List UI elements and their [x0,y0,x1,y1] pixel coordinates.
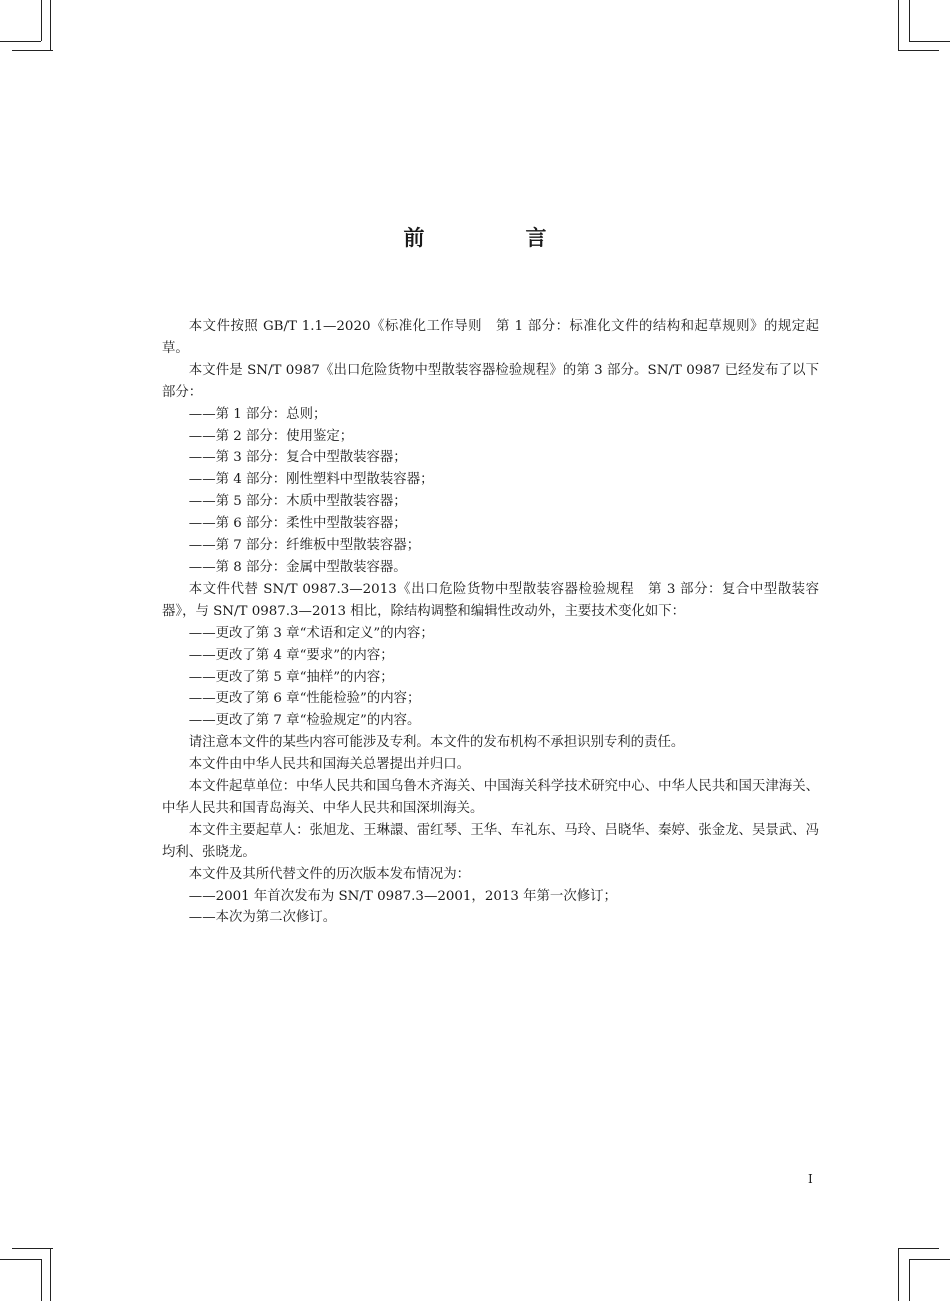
crop-mark-bottom-left-v2 [50,1248,51,1301]
list-item-part: ——第 5 部分：木质中型散装容器； [188,494,407,510]
crop-mark-top-left-h [0,41,41,42]
list-item-part: ——第 1 部分：总则； [188,406,327,422]
list-item-part: ——第 8 部分：金属中型散装容器。 [188,559,407,575]
list-item-change: ——更改了第 4 章“要求”的内容； [188,647,394,663]
list-item-part: ——第 2 部分：使用鉴定； [188,428,354,444]
list-item-change: ——更改了第 5 章“抽样”的内容； [188,669,394,685]
crop-mark-bottom-right-h [909,1259,950,1260]
paragraph-proposer: 本文件由中华人民共和国海关总署提出并归口。 [188,757,470,773]
crop-mark-top-left-v [41,0,42,41]
crop-mark-top-right-v [909,0,910,41]
foreword-body [162,316,819,929]
list-item-change: ——更改了第 3 章“术语和定义”的内容； [188,625,434,641]
crop-mark-bottom-right-v2 [898,1248,899,1301]
paragraph-replacement: 本文件代替 SN/T 0987.3—2013《出口危险货物中型散装容器检验规程 第 3 部分：复合中型散装容器》，与 SN/T 0987.3—2013 相比，除结构调整和编辑性改动外，主要技术变化如下： [162,581,819,619]
crop-mark-top-right-h2 [898,50,939,51]
paragraph-patent-notice: 请注意本文件的某些内容可能涉及专利。本文件的发布机构不承担识别专利的责任。 [188,735,685,751]
list-item-history: ——2001 年首次发布为 SN/T 0987.3—2001，2013 年第一次修订； [188,888,617,904]
crop-mark-top-right-v2 [898,0,899,51]
crop-mark-bottom-left-v [41,1259,42,1301]
page-number: I [808,1172,813,1186]
crop-mark-bottom-right-h2 [898,1248,939,1249]
crop-mark-bottom-left-h2 [12,1248,53,1249]
list-item-part: ——第 3 部分：复合中型散装容器； [188,450,407,466]
list-item-part: ——第 4 部分：刚性塑料中型散装容器； [188,472,434,488]
paragraph-series-parts: 本文件是 SN/T 0987《出口危险货物中型散装容器检验规程》的第 3 部分。SN/T 0987 已经发布了以下部分： [162,362,819,400]
crop-mark-bottom-left-h [0,1259,41,1260]
crop-mark-bottom-right-v [909,1259,910,1301]
list-item-change: ——更改了第 7 章“检验规定”的内容。 [188,713,421,729]
paragraph-history-intro: 本文件及其所代替文件的历次版本发布情况为： [188,866,470,882]
crop-mark-top-left-v2 [50,0,51,51]
list-item-part: ——第 6 部分：柔性中型散装容器； [188,516,407,532]
paragraph-drafting-units: 本文件起草单位：中华人民共和国乌鲁木齐海关、中国海关科学技术研究中心、中华人民共和国天津海关、中华人民共和国青岛海关、中华人民共和国深圳海关。 [162,779,819,816]
list-item-change: ——更改了第 6 章“性能检验”的内容； [188,691,421,707]
list-item-history: ——本次为第二次修订。 [188,910,337,926]
list-item-part: ——第 7 部分：纤维板中型散装容器； [188,538,421,554]
crop-mark-top-right-h [909,41,950,42]
paragraph-drafting-basis: 本文件按照 GB/T 1.1—2020《标准化工作导则 第 1 部分：标准化文件的结构和起草规则》的规定起草。 [162,319,819,356]
page-title: 前 言 [403,226,587,250]
crop-mark-top-left-h2 [12,50,53,51]
paragraph-drafters: 本文件主要起草人：张旭龙、王琳譞、雷红琴、王华、车礼东、马玲、吕晓华、秦婷、张金龙、吴景武、冯均利、张晓龙。 [162,822,819,860]
